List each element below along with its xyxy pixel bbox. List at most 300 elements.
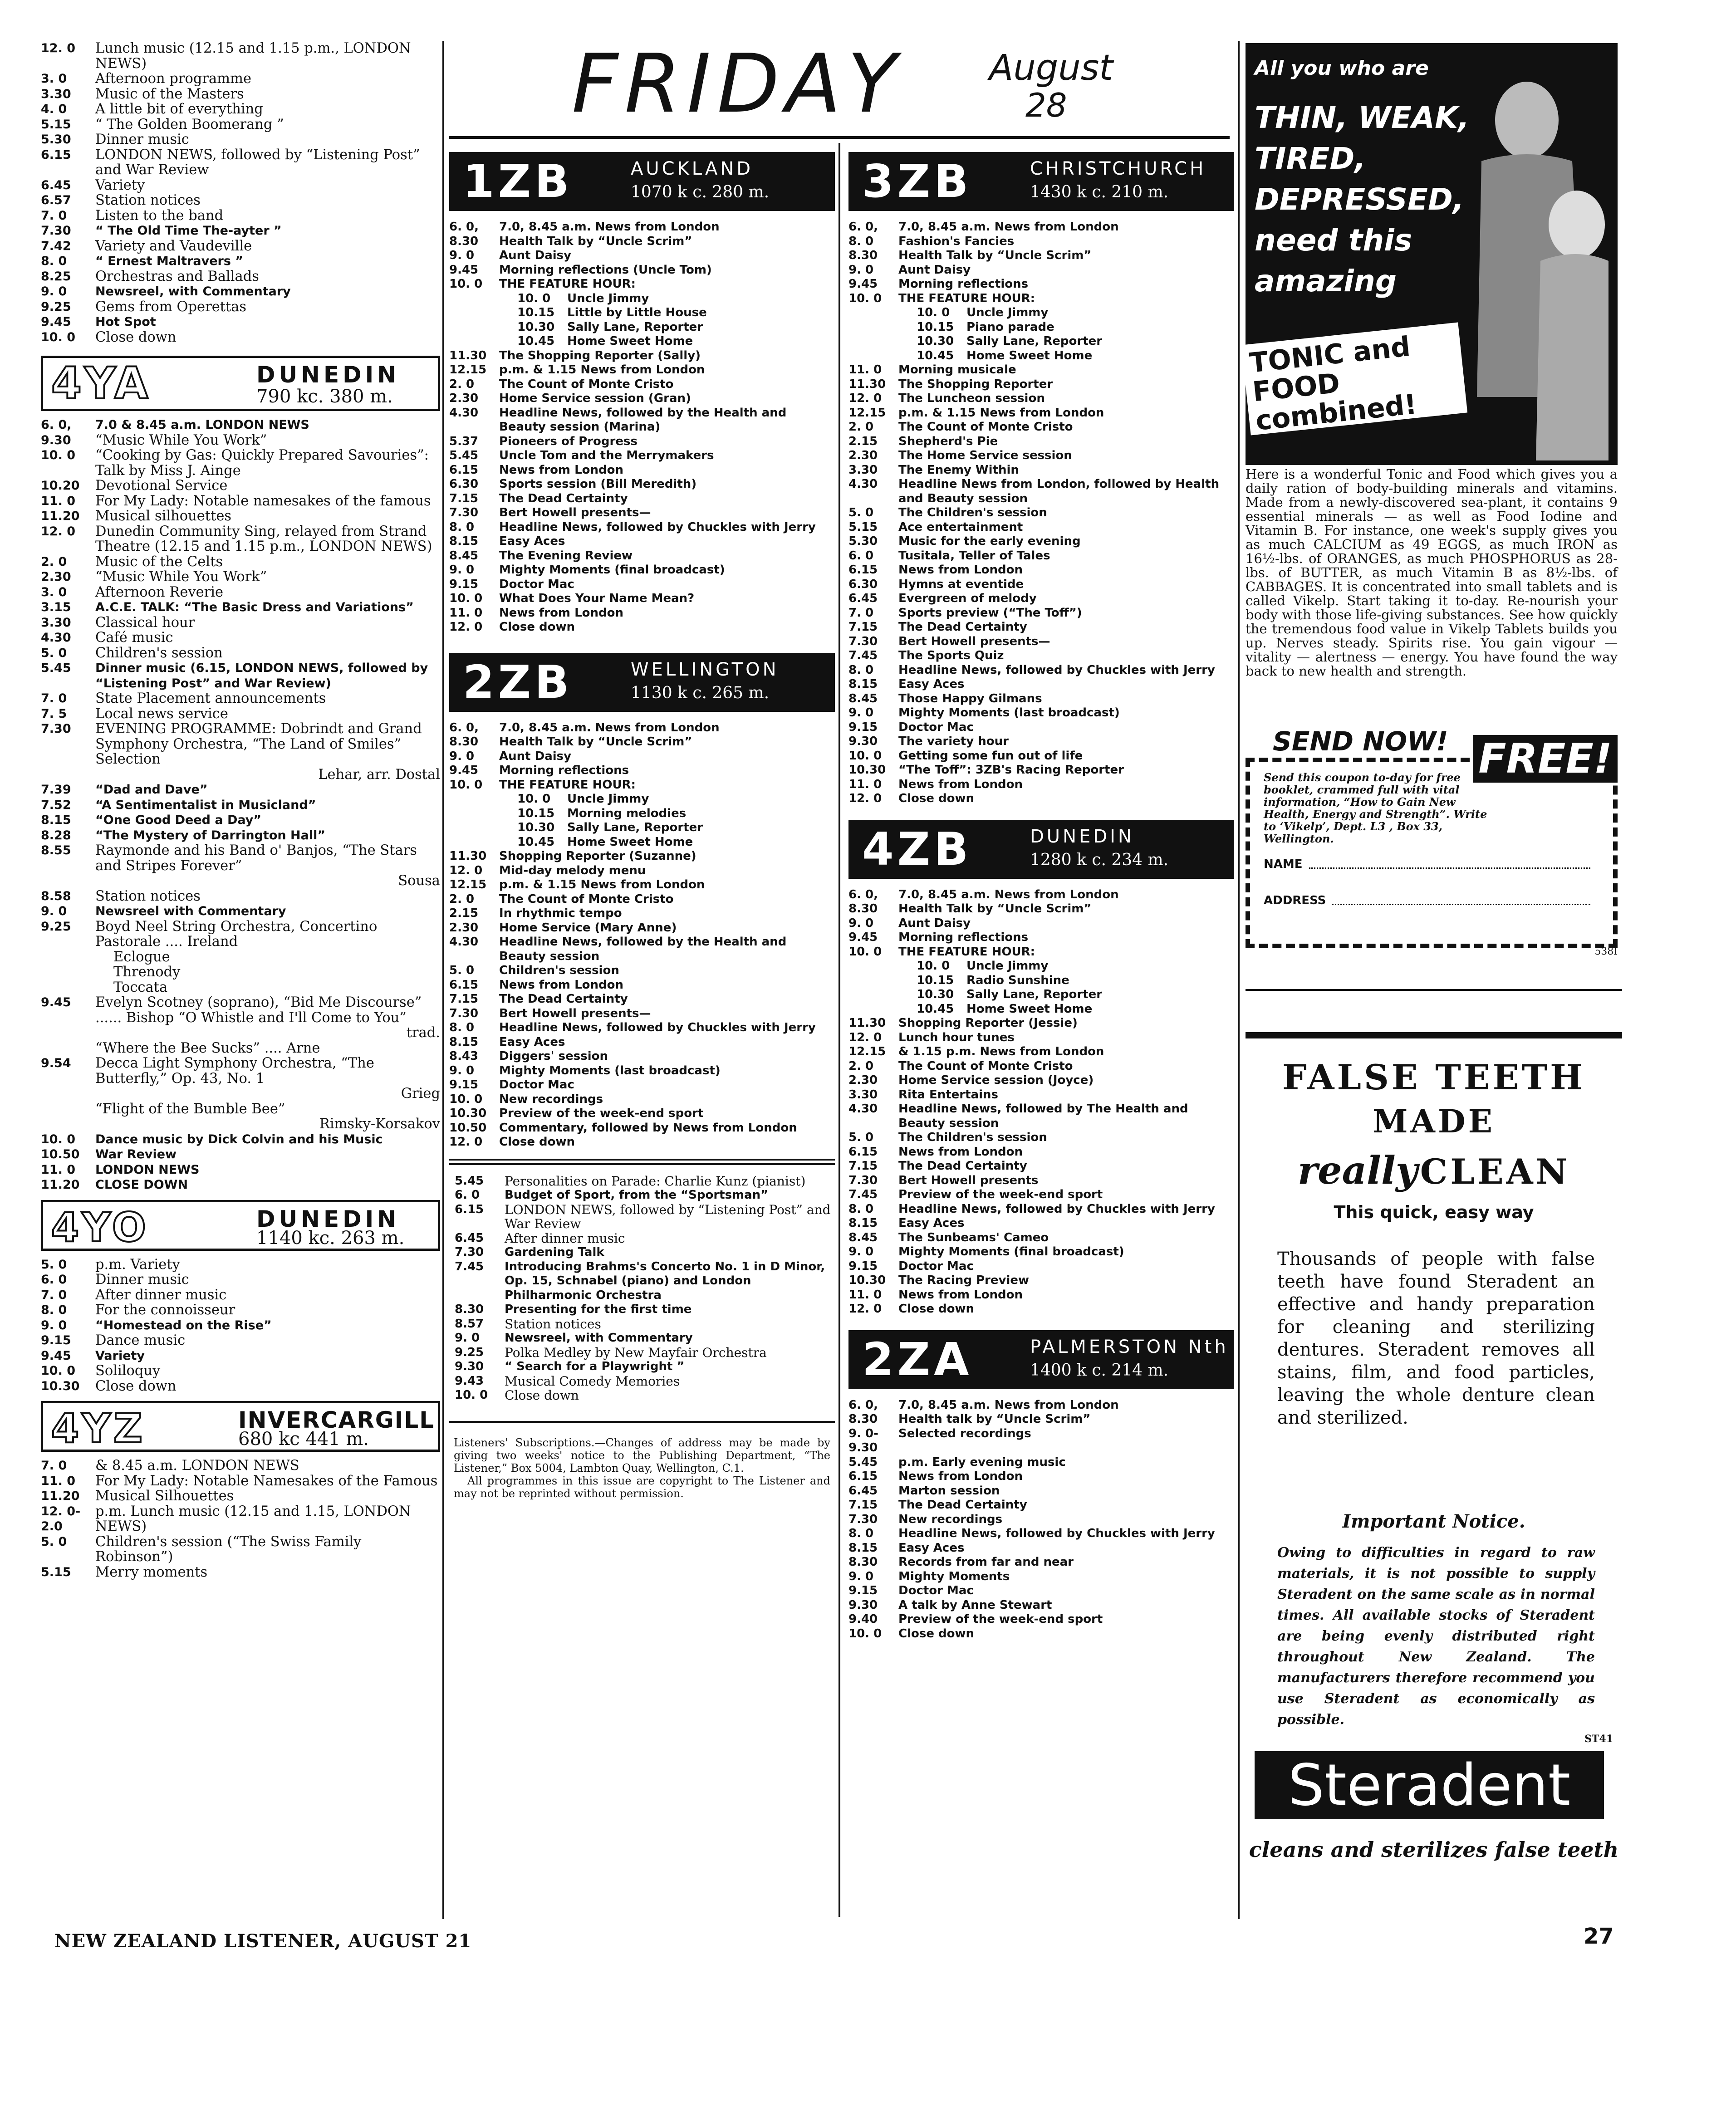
programme-title: What Does Your Name Mean? [499,592,695,605]
time: 7.30 [41,224,71,238]
programme-row [848,1527,1234,1541]
programme-list-4yo [41,1257,440,1394]
steradent-advertisement [1246,1057,1622,1896]
time: 9.30 [455,1360,484,1373]
programme-title: Doctor Mac [499,1078,574,1092]
programme-title: Bert Howell presents— [898,634,1050,648]
time: 9.45 [41,315,71,329]
time: 7.15 [449,491,479,505]
free-badge: FREE! [1473,735,1618,783]
time: 5.15 [41,1565,71,1579]
programme-title: Home Service session (Gran) [499,392,691,405]
programme-title: “Dad and Dave” [95,783,208,797]
programme-row [41,904,440,919]
time: 7.39 [41,783,71,797]
time: 10.30 [41,1379,80,1393]
programme-title: LONDON NEWS, followed by “Listening Post” and War Review [95,147,420,178]
programme-row [848,1412,1234,1427]
time: 12. 0 [848,792,882,805]
programme-title: Pioneers of Progress [499,434,638,448]
programme-title: Those Happy Gilmans [898,691,1042,705]
programme-title: News from London [898,1469,1023,1483]
programme-row [449,477,835,492]
programme-row [848,692,1234,706]
time: 10. 0 [449,778,483,792]
programme-title: Evergreen of melody [898,592,1037,605]
programme-title: “ The Old Time The-ayter ” [95,224,282,238]
sub-item [41,980,440,995]
time: 5. 0 [848,506,874,519]
programme-title: Newsreel with Commentary [95,904,286,918]
time: 11.30 [848,1016,886,1030]
station-city: INVERCARGILL [238,1407,435,1433]
programme-title: The Dead Certainty [898,1159,1027,1173]
programme-title: A talk by Anne Stewart [898,1598,1052,1612]
programme-title: Variety and Vaudeville [95,238,252,254]
sub-item [449,792,835,807]
time: 4.30 [848,1102,878,1116]
programme-title: Dinner music [95,1272,189,1288]
programme-row [41,1348,440,1364]
programme-title: Morning reflections [499,764,629,777]
programme-title: Headline News, followed by Chuckles with Jerry [898,1527,1215,1540]
programme-title: Lunch music (12.15 and 1.15 p.m., LONDON NEWS) [95,40,411,72]
programme-title: THE FEATURE HOUR: [898,945,1035,959]
programme-title: Morning reflections [898,277,1029,291]
programme-title: Uncle Jimmy [567,792,649,806]
programme-row [41,1489,440,1504]
programme-title: Dance music by Dick Colvin and his Music [95,1132,383,1146]
programme-row [449,921,835,936]
time: 11. 0 [41,494,76,508]
time: 10.45 [517,835,555,849]
programme-row [449,606,835,621]
time: 9. 0 [848,1569,874,1583]
programme-title: Dance music [95,1332,186,1348]
programme-row [449,235,835,249]
time: 10. 0 [848,291,882,305]
time: 9.15 [848,720,878,734]
programme-row [449,1064,835,1078]
programme-row [41,646,440,661]
programme-title: p.m. Lunch music (12.15 and 1.15, LONDON NEWS) [95,1503,411,1534]
programme-title: Sports session (Bill Meredith) [499,477,697,491]
time: 5. 0 [449,964,475,977]
programme-title: Children's session [499,964,619,977]
programme-row [449,892,835,907]
programme-row [848,706,1234,720]
programme-title: Morning reflections [898,931,1029,944]
programme-title: For the connoisseur [95,1302,235,1318]
station-header-2za [848,1330,1234,1389]
time: 4.30 [41,631,71,645]
sub-item [848,988,1234,1002]
time: 7.30 [848,634,878,648]
time: 6. 0 [41,1273,67,1287]
time: 10.30 [449,1107,487,1120]
programme-title: 7.0, 8.45 a.m. News from London [499,720,720,735]
time: 9. 0 [848,1245,874,1259]
programme-title: Music of the Masters [95,86,244,102]
address-field[interactable] [1332,904,1590,905]
programme-row [41,828,440,843]
programme-row [848,363,1234,377]
time: 9.30 [848,735,878,748]
programme-row [848,931,1234,945]
programme-row [41,254,440,269]
programme-title: The Shopping Reporter [898,377,1053,391]
sub-item [449,334,835,349]
programme-title: Presenting for the first time [505,1303,692,1316]
station-frequency: 1400 k c. 214 m. [1030,1361,1169,1380]
programme-title: Shepherd's Pie [898,434,998,448]
programme-row [41,1379,440,1394]
time: 11. 0 [41,1474,76,1488]
programme-row [848,1216,1234,1231]
programme-row [848,249,1234,263]
rule [449,1159,835,1161]
time: 3. 0 [41,72,67,86]
title-rule [449,136,1230,139]
time: 5.45 [449,449,479,462]
time: 7.42 [41,239,71,253]
programme-title: Home Service (Mary Anne) [499,921,677,935]
programme-title: Budget of Sport, from the “Sportsman” [505,1188,769,1202]
programme-row [848,520,1234,535]
programme-title: Health Talk by “Uncle Scrim” [898,902,1092,916]
time: 10. 0 [41,1364,76,1378]
programme-title: Station notices [95,888,201,904]
programme-title: Local news service [95,705,228,722]
day-name: FRIDAY [572,37,903,131]
time: 12.15 [449,878,487,891]
programme-title: The Count of Monte Cristo [898,420,1073,434]
programme-title: Mighty Moments (last broadcast) [499,1063,721,1078]
sub-item [449,807,835,821]
time: 11. 0 [848,1288,882,1302]
time: 6. 0 [848,549,874,563]
programme-title: Getting some fun out of life [898,749,1083,763]
programme-title: After dinner music [95,1287,227,1303]
programme-row [848,1584,1234,1598]
time: 8.15 [449,534,479,548]
programme-title: CLOSE DOWN [95,1178,188,1192]
programme-row [848,649,1234,663]
programme-title: Health Talk by “Uncle Scrim” [499,735,692,749]
programme-title: LONDON NEWS, followed by “Listening Post” and War Review [505,1202,831,1231]
programme-title: Dinner music (6.15, LONDON NEWS, followed by “Listening Post” and War Review) [95,661,428,691]
programme-title: Dunedin Community Sing, relayed from Strand Theatre (12.15 and 1.15 p.m., LONDON NEWS) [95,523,432,554]
station-header-4yz [41,1401,440,1452]
programme-title: The Dead Certainty [499,491,628,505]
time: 11.20 [41,509,80,523]
programme-row [449,349,835,363]
programme-row [41,87,440,102]
programme-row [449,721,835,735]
programme-title: Lunch hour tunes [898,1030,1015,1044]
programme-row [848,1484,1234,1499]
programme-row [41,919,440,950]
programme-row [41,208,440,224]
programme-title: “Music While You Work” [95,569,267,585]
time: 9. 0 [41,1318,67,1332]
time: 2.15 [449,906,479,920]
programme-title: Children's session [95,645,223,661]
programme-title: Easy Aces [898,1541,965,1555]
programme-row [449,578,835,592]
programme-title: Boyd Neel String Orchestra, Concertino Pastorale .... Ireland [95,918,378,950]
time: 10.45 [917,1002,954,1016]
time: 2.30 [449,392,479,405]
time: 10.50 [41,1147,80,1161]
programme-title: Home Sweet Home [966,348,1093,362]
composer-credit: Rimsky-Korsakov [319,1116,440,1132]
rule [449,1421,835,1423]
programme-row [848,477,1234,506]
time: 7. 0 [41,1459,67,1473]
composer-credit: Grieg [401,1086,440,1102]
time: 8.30 [848,1412,878,1426]
time: 4. 0 [41,102,67,116]
programme-title: Bert Howell presents [898,1173,1039,1187]
programme-row [449,1135,835,1150]
time: 5. 0 [41,1257,67,1272]
station-frequency: 790 kc. 380 m. [256,386,393,407]
programme-row [41,1333,440,1348]
programme-title: Morning reflections (Uncle Tom) [499,263,712,277]
time: 9. 0 [848,263,874,277]
time: 10. 0 [449,1092,483,1106]
programme-title: “A Sentimentalist in Musicland” [95,798,316,812]
time: 10.30 [917,988,954,1001]
programme-row [41,178,440,193]
time: 4.30 [449,406,479,420]
station-logo: 4YO [51,1204,149,1251]
time: 2.15 [848,434,878,448]
time: 6. 0, [848,220,878,234]
programme-title: Aunt Daisy [898,263,971,277]
programme-row [41,494,440,509]
station-frequency: 1280 k c. 234 m. [1030,850,1169,869]
programme-row [848,1427,1234,1455]
copyright-notice: All programmes in this issue are copyright to The Listener and may not be reprinted without permission. [454,1474,830,1500]
station-logo: 4YZ [51,1405,145,1452]
programme-title: Afternoon programme [95,71,252,87]
programme-row [41,524,440,554]
sub-item [848,334,1234,349]
time: 6.15 [848,563,878,577]
time: 10. 0 [917,306,950,319]
programme-title: New recordings [499,1092,603,1106]
time: 8.45 [449,549,479,563]
programme-row [449,263,835,278]
programme-title: Diggers' session [499,1049,608,1063]
programme-title: Hymns at eventide [898,577,1024,591]
programme-title: Little by Little House [567,306,707,319]
programme-title: THE FEATURE HOUR: [499,277,636,291]
time: 4.30 [449,935,479,949]
programme-title: Raymonde and his Band o' Banjos, “The Stars and Stripes Forever” [95,842,417,874]
programme-title: Records from far and near [898,1555,1074,1569]
station-city: DUNEDIN [1030,826,1134,847]
time: 5.45 [41,661,71,675]
programme-title: Health Talk by “Uncle Scrim” [898,249,1092,262]
programme-row [455,1346,835,1360]
programme-row [41,1162,440,1178]
time: 10.50 [449,1121,487,1135]
programme-title: p.m. & 1.15 News from London [499,878,705,891]
programme-row [848,1288,1234,1303]
programme-title: Mid-day melody menu [499,863,646,877]
time: 12. 0 [848,392,882,405]
programme-title: Evelyn Scotney (soprano), “Bid Me Discourse” ...... Bishop “O Whistle and I'll Come to You” [95,994,422,1026]
programme-title: “Flight of the Bumble Bee” [95,1101,285,1117]
time: 7.30 [848,1173,878,1187]
time: 8.57 [455,1317,484,1331]
time: 10. 0 [449,592,483,605]
programme-row [848,235,1234,249]
ad-headline-3 [1246,1148,1622,1193]
station-city: CHRISTCHURCH [1030,158,1206,179]
programme-row [449,377,835,392]
programme-title: Doctor Mac [499,577,574,591]
programme-title: LONDON NEWS [95,1162,200,1177]
programme-row [455,1174,835,1189]
time: 10. 0 [41,448,76,462]
month: August [989,48,1113,88]
programme-title: The Dead Certainty [499,992,628,1006]
programme-row [41,223,440,239]
time: 8.15 [848,1541,878,1555]
name-field[interactable] [1309,867,1590,869]
programme-title: Gardening Talk [505,1245,604,1259]
programme-title: Afternoon Reverie [95,584,224,600]
time: 10.45 [917,348,954,362]
programme-row [848,292,1234,306]
programme-title: Personalities on Parade: Charlie Kunz (pianist) [505,1173,806,1189]
programme-row [41,1458,440,1474]
programme-row [41,102,440,117]
programme-row [848,1598,1234,1613]
couple-illustration [1472,79,1613,460]
programme-row [41,284,440,299]
programme-title: Close down [898,792,975,805]
programme-title: Station notices [95,192,201,208]
programme-row [848,392,1234,406]
programme-row [848,663,1234,678]
notice-text: Owing to difficulties in regard to raw materials, it is not possible to supply Steradent on the same scale as in normal times. All available stocks of Steradent are being evenly distributed right throughout New Zealand. The manufacturers therefore recommend you use Steradent as economically as possible. [1277,1545,1595,1728]
programme-row [848,449,1234,463]
time: 12. 0 [449,1135,483,1149]
programme-title: 7.0, 8.45 a.m. News from London [898,887,1119,901]
time: 12. 0 [449,863,483,877]
time: 10.30 [848,763,886,777]
programme-list-4ya [41,417,440,1193]
programme-title: “The Toff”: 3ZB's Racing Reporter [898,763,1124,777]
ad-headline: THIN, WEAK, TIRED, DEPRESSED, need this amazing [1255,100,1470,299]
ad-body: Thousands of people with false teeth have found Steradent an effective and handy preparation for cleaning and sterilizing dentures. Steradent removes all stains, film, and food particles, leaving the whole denture clean and sterilized. [1277,1249,1595,1428]
programme-title: Doctor Mac [898,1259,974,1273]
time: 10. 0 [41,1132,76,1146]
time: 10.30 [848,1273,886,1287]
programme-title: Radio Sunshine [966,973,1069,987]
composer-credit: Lehar, arr. Dostal [318,766,440,783]
time: 11. 0 [449,606,483,620]
programme-row [455,1188,835,1203]
programme-row [455,1331,835,1346]
programme-title: Aunt Daisy [898,916,971,930]
time: 10. 0 [917,959,950,973]
time [41,1102,95,1117]
programme-row [41,1504,440,1534]
programme-title: Mighty Moments (last broadcast) [898,706,1120,720]
programme-title: Sally Lane, Reporter [567,821,703,834]
sub-item [449,835,835,850]
programme-row [449,220,835,235]
programme-title: Aunt Daisy [499,749,572,763]
programme-title: Tusitala, Teller of Tales [898,549,1050,563]
programme-row [41,147,440,178]
programme-row [848,1088,1234,1102]
programme-title: The Children's session [898,506,1047,519]
programme-title: Shopping Reporter (Suzanne) [499,849,696,863]
time: 7.52 [41,798,71,812]
programme-title: Merry moments [95,1564,208,1580]
station-logo: 4ZB [862,822,972,876]
programme-row [455,1260,835,1303]
programme-title: Eclogue [113,949,170,965]
programme-row [455,1388,835,1403]
sub-item [41,965,440,980]
programme-row [41,630,440,646]
programme-title: The Evening Review [499,549,633,563]
time: 7. 0 [848,606,874,620]
programme-row [41,478,440,494]
ad-headline-intro: All you who are [1255,57,1429,80]
programme-title: Orchestras and Ballads [95,268,259,284]
time: 5. 0 [41,646,67,660]
time: 5.15 [848,520,878,534]
programme-title: Preview of the week-end sport [898,1612,1103,1626]
programme-row [449,1049,835,1064]
time: 9.45 [41,995,71,1009]
programme-title: The Racing Preview [898,1273,1030,1287]
programme-row [41,417,440,433]
programme-title: Devotional Service [95,478,228,494]
station-logo: 3ZB [862,155,972,208]
time: 11. 0 [848,363,882,377]
programme-row [848,534,1234,549]
programme-title: Uncle Tom and the Merrymakers [499,449,714,462]
time: 10.20 [41,479,80,493]
time: 10. 0 [41,330,76,344]
time: 12. 0 [848,1030,882,1044]
station-city: PALMERSTON Nth [1030,1336,1229,1357]
programme-row [449,392,835,406]
rule [1246,989,1622,991]
programme-title: Hot Spot [95,315,156,329]
programme-row [41,1288,440,1303]
time: 9.15 [449,577,479,591]
programme-title: The Dead Certainty [898,1498,1027,1512]
programme-title: Newsreel, with Commentary [505,1331,693,1345]
time: 8.15 [848,1216,878,1230]
programme-row [848,606,1234,621]
time: 8.58 [41,889,71,903]
programme-row [41,585,440,600]
programme-row [41,1257,440,1273]
programme-row [41,1147,440,1162]
